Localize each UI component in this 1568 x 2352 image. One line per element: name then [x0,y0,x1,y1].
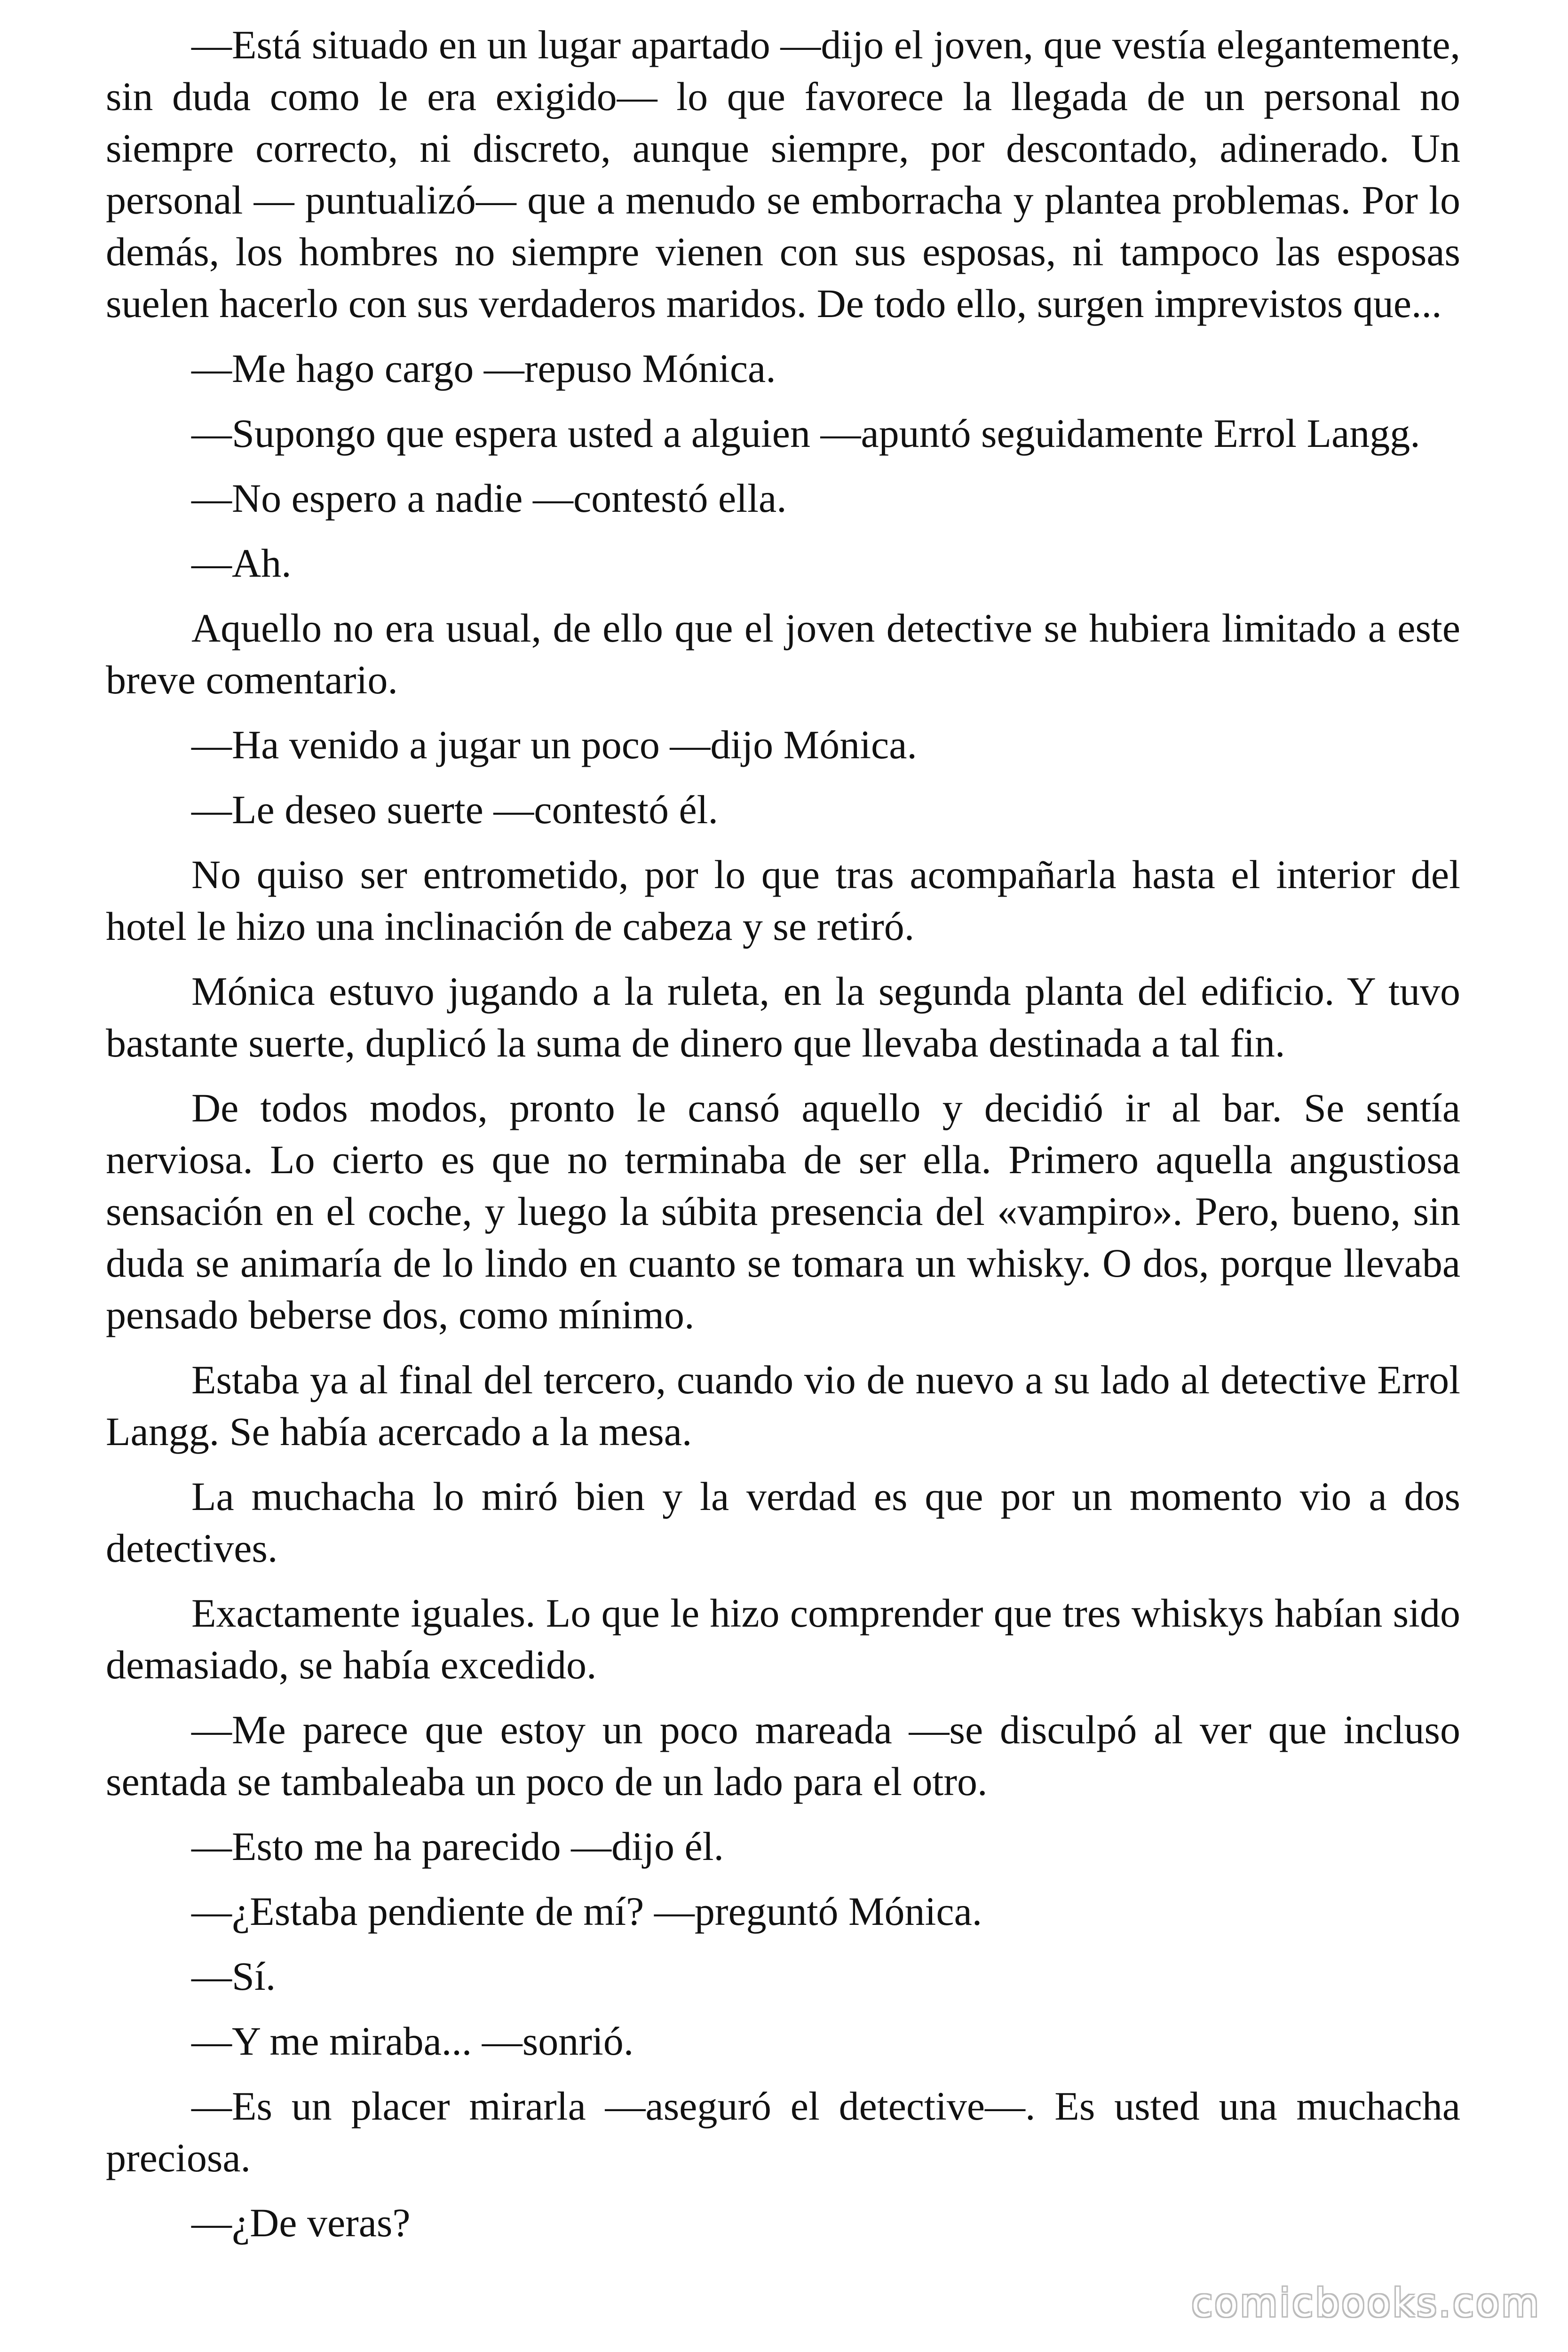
paragraph: —Sí. [191,1954,276,1999]
paragraph: —Me hago cargo —repuso Mónica. [191,346,776,391]
paragraph: Aquello no era usual, de ello que el joven detective se hubiera limitado a este breve comentario. [106,605,1460,702]
paragraph: La muchacha lo miró bien y la verdad es que por un momento vio a dos detectives. [106,1474,1460,1571]
paragraph: —¿Estaba pendiente de mí? —preguntó Mónica. [191,1889,982,1934]
paragraph: —No espero a nadie —contestó ella. [191,476,787,521]
paragraph: —Está situado en un lugar apartado —dijo el joven, que vestía elegantemente, sin duda como le era exigido— lo que favorece la llegada de un personal no siempre correcto, ni discreto, aunque siempre, por descontado, adinerado. Un personal — puntualizó— que a menudo se emborracha y plantea problemas. Por lo demás, los hombres no siempre vienen con sus esposas, ni tampoco las esposas suelen hacerlo con sus verdaderos maridos. De todo ello, surgen imprevistos que... [106,22,1460,326]
paragraph: —Ha venido a jugar un poco —dijo Mónica. [191,722,917,767]
paragraph: —Ah. [191,540,292,586]
paragraph: —Y me miraba... —sonrió. [191,2018,634,2064]
paragraph: —Es un placer mirarla —aseguró el detective—. Es usted una muchacha preciosa. [106,2083,1460,2180]
paragraph: —Supongo que espera usted a alguien —apuntó seguidamente Errol Langg. [191,411,1420,456]
book-page-text [106,19,1460,2262]
paragraph: Estaba ya al final del tercero, cuando vio de nuevo a su lado al detective Errol Langg. Se había acercado a la mesa. [106,1357,1460,1454]
paragraph: Mónica estuvo jugando a la ruleta, en la segunda planta del edificio. Y tuvo bastante suerte, duplicó la suma de dinero que llevaba destinada a tal fin. [106,969,1460,1065]
paragraph: —¿De veras? [191,2200,411,2245]
site-watermark: comicbooks.com [1191,2281,1541,2326]
paragraph: —Esto me ha parecido —dijo él. [191,1824,724,1869]
paragraph: —Me parece que estoy un poco mareada —se disculpó al ver que incluso sentada se tambaleaba un poco de un lado para el otro. [106,1707,1460,1804]
paragraph: —Le deseo suerte —contestó él. [191,787,719,832]
paragraph: De todos modos, pronto le cansó aquello y decidió ir al bar. Se sentía nerviosa. Lo cierto es que no terminaba de ser ella. Primero aquella angustiosa sensación en el coche, y luego la súbita presencia del «vampiro». Pero, bueno, sin duda se animaría de lo lindo en cuanto se tomara un whisky. O dos, porque llevaba pensado beberse dos, como mínimo. [106,1085,1460,1337]
paragraph: Exactamente iguales. Lo que le hizo comprender que tres whiskys habían sido demasiado, se había excedido. [106,1590,1460,1687]
paragraph: No quiso ser entrometido, por lo que tras acompañarla hasta el interior del hotel le hizo una inclinación de cabeza y se retiró. [106,852,1460,949]
